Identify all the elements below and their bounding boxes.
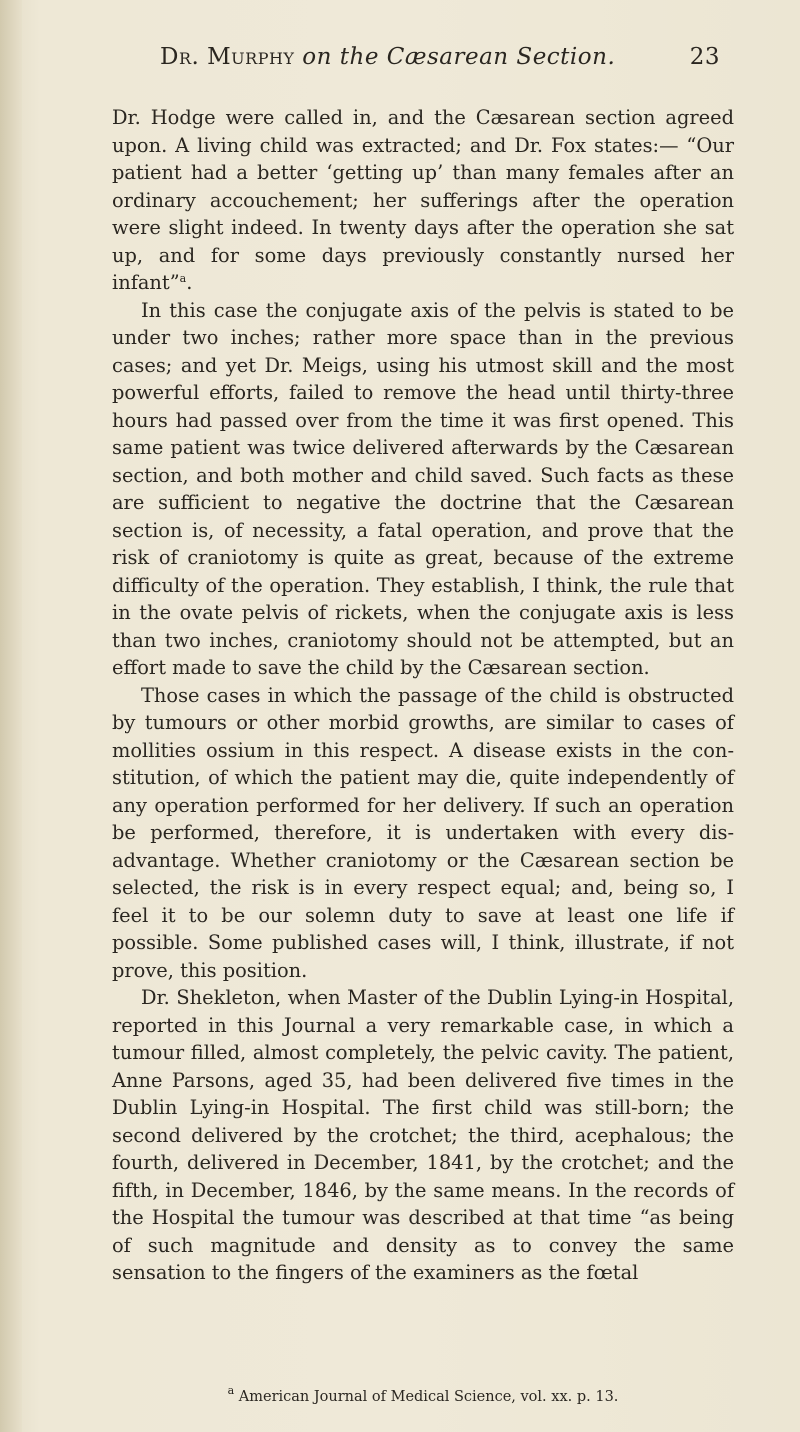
footnote-marker: a: [227, 1384, 235, 1397]
paragraph-3: Those cases in which the passage of the child is obstructed by tumours or other morbid growths, are similar to cases of mollities ossium in this respect. A disease exists in the constitution, of which the patient may die, quite independently of any operation performed for her delivery. If such an operation be performed, therefore, it is undertaken with every disadvantage. Whether craniotomy or the Cæsarean section be selected, the risk is in every respect equal; and, being so, I feel it to be our solemn duty to save at least one life if possible. Some published cases will, I think, illustrate, if not prove, this position.: [112, 683, 734, 982]
paragraph-2: In this case the conjugate axis of the pelvis is stated to be under two inches; rather more space than in the previous cases; and yet Dr. Meigs, using his utmost skill and the most powerful efforts, failed to remove the head until thirty-three hours had passed over from the time it was first opened. This same patient was twice delivered afterwards by the Cæsarean section, and both mother and child saved. Such facts as these are sufficient to negative the doctrine that the Cæsarean section is, of necessity, a fatal operation, and prove that the risk of craniotomy is quite as great, because of the extreme difficulty of the operation. They establish, I think, the rule that in the ovate pelvis of rickets, when the conjugate axis is less than two inches, craniotomy should not be attempted, but an effort made to save the child by the Cæsarean section.: [112, 298, 734, 679]
running-title: [160, 44, 615, 70]
body-text: [112, 104, 734, 1287]
paragraph-1-text: Dr. Hodge were called in, and the Cæsarean section agreed upon. A living child was extracted; and Dr. Fox states:— “Our patient had a better ‘getting up’ than many females after an ordinary accouchement; her sufferings after the operation were slight indeed. In twenty days after the operation she sat up, and for some days previously constantly nursed her infant”: [112, 106, 734, 294]
footnote-reference: a: [179, 272, 187, 285]
paragraph-1: [112, 104, 734, 297]
header-subject: the Cæsarean Section.: [339, 44, 616, 70]
header-author: Dr. Murphy: [160, 44, 295, 70]
page-gutter: [0, 0, 22, 1432]
paragraph-4: Dr. Shekleton, when Master of the Dublin Lying-in Hospital, reported in this Journal a very remarkable case, in which a tumour filled, almost completely, the pelvic cavity. The patient, Anne Parsons, aged 35, had been delivered five times in the Dublin Lying-in Hospital. The first child was still-born; the second delivered by the crotchet; the third, acephalous; the fourth, delivered in December, 1841, by the crotchet; and the fifth, in December, 1846, by the same means. In the records of the Hospital the tumour was described at that time “as being of such magnitude and density as to convey the same sensation to the fingers of the examiners as the fœtal: [112, 986, 734, 1284]
header-preposition: on: [302, 44, 332, 70]
footnote: [112, 1384, 734, 1407]
footnote-text: American Journal of Medical Science, vol. xx. p. 13.: [238, 1389, 619, 1405]
running-header: [160, 44, 720, 84]
page-number: 23: [689, 44, 720, 70]
paragraph-1-end: .: [186, 271, 193, 294]
